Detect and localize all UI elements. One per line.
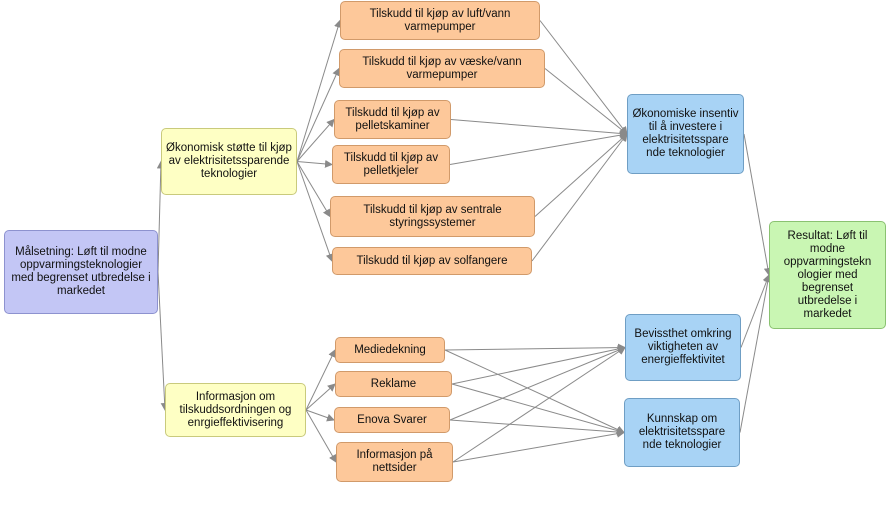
action-website-info bbox=[336, 442, 453, 482]
connector-n-mech-econ-n-a3 bbox=[297, 162, 332, 165]
action-enova-svarer bbox=[334, 407, 450, 433]
economic-support-box bbox=[161, 128, 297, 195]
connector-n-b2-n-o2 bbox=[450, 420, 624, 433]
action-label: Tilskudd til kjøp av solfangere bbox=[356, 254, 508, 267]
action-pellet-stoves bbox=[334, 100, 451, 139]
goal-text: Målsetning: Løft til modne oppvarmingsteknologier med begrenset utbredelse i markedet bbox=[11, 246, 151, 297]
action-label: Tilskudd til kjøp av luft/vann varmepumper bbox=[369, 7, 511, 33]
outcome-awareness bbox=[625, 314, 741, 381]
information-text: Informasjon om tilskuddsordningen og enrgieffektivisering bbox=[179, 390, 292, 429]
connector-n-a1-n-o0 bbox=[545, 69, 627, 135]
connector-n-b3-n-o1 bbox=[453, 348, 625, 463]
outcome-knowledge bbox=[624, 398, 740, 467]
connector-n-mech-info-n-b3 bbox=[306, 410, 336, 462]
connector-n-mech-econ-n-a0 bbox=[297, 21, 340, 162]
connector-n-b0-n-o2 bbox=[445, 350, 624, 433]
connector-n-a2-n-o0 bbox=[451, 120, 627, 135]
connector-n-mech-econ-n-a2 bbox=[297, 120, 334, 162]
action-liquid-water-heatpumps bbox=[339, 49, 545, 88]
action-label: Informasjon på nettsider bbox=[356, 449, 433, 474]
connector-n-a4-n-o0 bbox=[535, 134, 627, 217]
connector-n-o1-n-res bbox=[741, 275, 769, 348]
action-central-control-systems bbox=[330, 196, 535, 237]
connector-n-a0-n-o0 bbox=[540, 21, 627, 135]
action-label: Tilskudd til kjøp av pelletskaminer bbox=[345, 106, 440, 132]
connector-n-goal-n-mech-info bbox=[158, 272, 165, 410]
outcome-economic-incentive bbox=[627, 94, 744, 174]
connector-n-b1-n-o1 bbox=[452, 348, 625, 385]
outcome-label: Kunnskap om elektrisitetsspare nde teknologier bbox=[638, 413, 726, 451]
connector-n-o0-n-res bbox=[744, 134, 769, 275]
information-box bbox=[165, 383, 306, 437]
connector-n-o2-n-res bbox=[740, 275, 769, 433]
result-text: Resultat: Løft til modne oppvarmingstekn ologier med begrenset utbredelse i markedet bbox=[783, 229, 872, 320]
connector-n-a3-n-o0 bbox=[450, 134, 627, 165]
action-advertising bbox=[335, 371, 452, 397]
action-solar-collectors bbox=[332, 247, 532, 275]
result-box bbox=[769, 221, 886, 329]
connector-n-mech-info-n-b0 bbox=[306, 350, 335, 410]
connector-n-a5-n-o0 bbox=[532, 134, 627, 261]
action-air-water-heatpumps bbox=[340, 1, 540, 40]
action-label: Mediedekning bbox=[354, 343, 426, 356]
action-label: Enova Svarer bbox=[357, 413, 427, 426]
outcome-label: Økonomiske insentiv til å investere i elektrisitetsspare nde teknologier bbox=[632, 108, 739, 159]
action-label: Tilskudd til kjøp av væske/vann varmepumper bbox=[362, 55, 522, 81]
goal-box bbox=[4, 230, 158, 314]
connector-n-b0-n-o1 bbox=[445, 348, 625, 351]
action-media-coverage bbox=[335, 337, 445, 363]
action-label: Reklame bbox=[370, 377, 417, 390]
action-label: Tilskudd til kjøp av sentrale styringssystemer bbox=[363, 203, 502, 229]
action-label: Tilskudd til kjøp av pelletkjeler bbox=[343, 151, 439, 177]
economic-support-text: Økonomisk støtte til kjøp av elektrisitetssparende teknologier bbox=[166, 142, 292, 180]
connector-n-b2-n-o1 bbox=[450, 348, 625, 421]
action-pellet-boilers bbox=[332, 145, 450, 184]
connector-n-b3-n-o2 bbox=[453, 433, 624, 463]
outcome-label: Bevissthet omkring viktigheten av energieffektivitet bbox=[634, 328, 732, 366]
connector-n-mech-info-n-b1 bbox=[306, 384, 335, 410]
connector-n-mech-info-n-b2 bbox=[306, 410, 334, 420]
